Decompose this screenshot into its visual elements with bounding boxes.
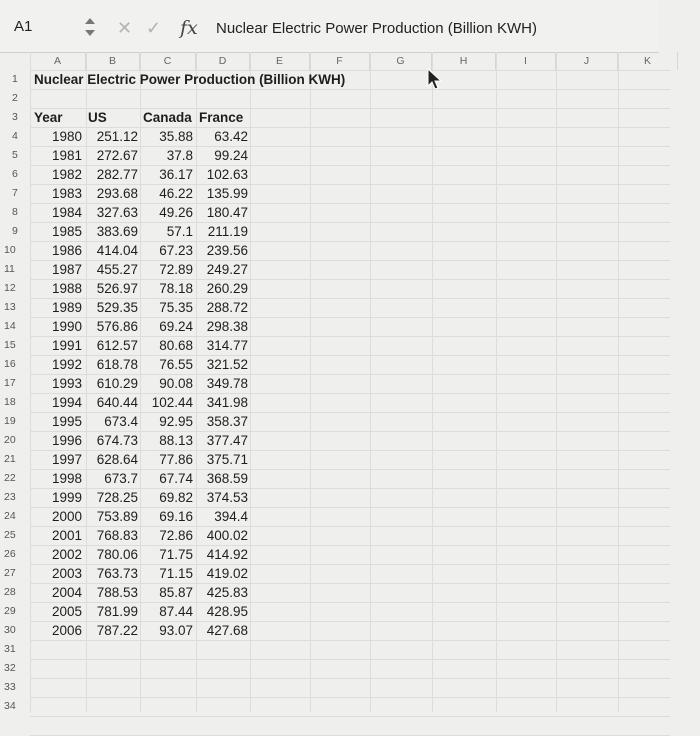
data-cell[interactable]: 341.98: [206, 395, 248, 410]
row-header-18[interactable]: 18: [4, 396, 16, 408]
title-cell[interactable]: Nuclear Electric Power Production (Billion KWH): [34, 72, 346, 87]
data-cell[interactable]: 1980: [51, 129, 82, 144]
data-cell[interactable]: 49.26: [159, 205, 193, 220]
data-cell[interactable]: 93.07: [159, 623, 193, 638]
row-header-6[interactable]: 6: [12, 168, 18, 180]
data-cell[interactable]: 781.99: [96, 604, 138, 619]
row-header-30[interactable]: 30: [4, 624, 16, 636]
data-cell[interactable]: 314.77: [206, 338, 248, 353]
data-cell[interactable]: 72.86: [159, 528, 193, 543]
data-cell[interactable]: 69.24: [159, 319, 193, 334]
row-header-25[interactable]: 25: [4, 529, 16, 541]
data-cell[interactable]: 628.64: [96, 452, 138, 467]
data-cell[interactable]: 36.17: [159, 167, 193, 182]
data-cell[interactable]: 349.78: [206, 376, 248, 391]
data-cell[interactable]: 37.8: [166, 148, 193, 163]
row-gridline: [30, 89, 670, 90]
data-cell[interactable]: 321.52: [206, 357, 248, 372]
column-header-d[interactable]: D: [196, 52, 250, 70]
data-cell[interactable]: 1987: [51, 262, 82, 277]
row-header-1[interactable]: 1: [12, 73, 18, 85]
column-gridline: [556, 52, 557, 712]
data-cell[interactable]: 249.27: [206, 262, 248, 277]
data-cell[interactable]: 2001: [51, 528, 82, 543]
data-cell[interactable]: 673.4: [104, 414, 138, 429]
row-header-16[interactable]: 16: [4, 358, 16, 370]
cancel-x-icon[interactable]: ✕: [117, 18, 133, 38]
data-cell[interactable]: 526.97: [96, 281, 138, 296]
data-cell[interactable]: 1994: [51, 395, 82, 410]
row-header-32[interactable]: 32: [4, 662, 16, 674]
data-cell[interactable]: 75.35: [159, 300, 193, 315]
row-gridline: [30, 640, 670, 641]
data-cell[interactable]: 674.73: [96, 433, 138, 448]
data-cell[interactable]: 180.47: [206, 205, 248, 220]
row-gridline: [30, 697, 670, 698]
data-cell[interactable]: 1982: [51, 167, 82, 182]
data-cell[interactable]: 394.4: [214, 509, 248, 524]
data-cell[interactable]: 67.23: [159, 243, 193, 258]
data-cell[interactable]: 2006: [51, 623, 82, 638]
header-cell-canada[interactable]: Canada: [143, 110, 192, 125]
data-cell[interactable]: 427.68: [206, 623, 248, 638]
row-header-2[interactable]: 2: [12, 92, 18, 104]
row-header-21[interactable]: 21: [4, 453, 16, 465]
header-cell-year[interactable]: Year: [34, 110, 63, 125]
row-header-8[interactable]: 8: [12, 206, 18, 218]
data-cell[interactable]: 63.42: [214, 129, 248, 144]
data-cell[interactable]: 787.22: [96, 623, 138, 638]
column-header-a[interactable]: A: [30, 52, 86, 70]
row-header-9[interactable]: 9: [12, 225, 18, 237]
data-cell[interactable]: 1985: [51, 224, 82, 239]
data-cell[interactable]: 251.12: [96, 129, 138, 144]
data-cell[interactable]: 428.95: [206, 604, 248, 619]
data-cell[interactable]: 288.72: [206, 300, 248, 315]
data-cell[interactable]: 2003: [51, 566, 82, 581]
row-header-3[interactable]: 3: [12, 111, 18, 123]
data-cell[interactable]: 375.71: [206, 452, 248, 467]
data-cell[interactable]: 260.29: [206, 281, 248, 296]
column-gridline: [370, 52, 371, 712]
row-header-33[interactable]: 33: [4, 681, 16, 693]
data-cell[interactable]: 77.86: [159, 452, 193, 467]
data-cell[interactable]: 2002: [51, 547, 82, 562]
data-cell[interactable]: 80.68: [159, 338, 193, 353]
data-cell[interactable]: 76.55: [159, 357, 193, 372]
data-cell[interactable]: 102.63: [206, 167, 248, 182]
data-cell[interactable]: 788.53: [96, 585, 138, 600]
data-cell[interactable]: 1988: [51, 281, 82, 296]
data-cell[interactable]: 612.57: [96, 338, 138, 353]
data-cell[interactable]: 87.44: [159, 604, 193, 619]
data-cell[interactable]: 67.74: [159, 471, 193, 486]
spreadsheet-grid[interactable]: [0, 52, 659, 712]
row-header-17[interactable]: 17: [4, 377, 16, 389]
data-cell[interactable]: 673.7: [104, 471, 138, 486]
column-header-g[interactable]: G: [370, 52, 432, 70]
data-cell[interactable]: 327.63: [96, 205, 138, 220]
column-header-b[interactable]: B: [86, 52, 140, 70]
data-cell[interactable]: 1990: [51, 319, 82, 334]
data-cell[interactable]: 377.47: [206, 433, 248, 448]
header-cell-us[interactable]: US: [88, 110, 107, 125]
data-cell[interactable]: 400.02: [206, 528, 248, 543]
data-cell[interactable]: 71.15: [159, 566, 193, 581]
data-cell[interactable]: 85.87: [159, 585, 193, 600]
formula-input[interactable]: Nuclear Electric Power Production (Billion KWH): [216, 20, 537, 37]
row-header-24[interactable]: 24: [4, 510, 16, 522]
data-cell[interactable]: 640.44: [96, 395, 138, 410]
row-header-12[interactable]: 12: [4, 282, 16, 294]
data-cell[interactable]: 57.1: [166, 224, 193, 239]
data-cell[interactable]: 425.83: [206, 585, 248, 600]
column-gridline: [250, 52, 251, 712]
data-cell[interactable]: 239.56: [206, 243, 248, 258]
data-cell[interactable]: 298.38: [206, 319, 248, 334]
row-gridline: [30, 108, 670, 109]
column-header-k[interactable]: K: [618, 52, 678, 70]
row-header-15[interactable]: 15: [4, 339, 16, 351]
data-cell[interactable]: 768.83: [96, 528, 138, 543]
data-cell[interactable]: 753.89: [96, 509, 138, 524]
data-cell[interactable]: 102.44: [151, 395, 193, 410]
row-header-14[interactable]: 14: [4, 320, 16, 332]
data-cell[interactable]: 1983: [51, 186, 82, 201]
data-cell[interactable]: 2000: [51, 509, 82, 524]
data-cell[interactable]: 1986: [51, 243, 82, 258]
data-cell[interactable]: 92.95: [159, 414, 193, 429]
data-cell[interactable]: 383.69: [96, 224, 138, 239]
data-cell[interactable]: 2005: [51, 604, 82, 619]
data-cell[interactable]: 1984: [51, 205, 82, 220]
column-header-j[interactable]: J: [556, 52, 618, 70]
data-cell[interactable]: 88.13: [159, 433, 193, 448]
data-cell[interactable]: 2004: [51, 585, 82, 600]
data-cell[interactable]: 455.27: [96, 262, 138, 277]
data-cell[interactable]: 72.89: [159, 262, 193, 277]
data-cell[interactable]: 135.99: [206, 186, 248, 201]
data-cell[interactable]: 1997: [51, 452, 82, 467]
data-cell[interactable]: 1996: [51, 433, 82, 448]
data-cell[interactable]: 1989: [51, 300, 82, 315]
data-cell[interactable]: 35.88: [159, 129, 193, 144]
data-cell[interactable]: 1993: [51, 376, 82, 391]
data-cell[interactable]: 293.68: [96, 186, 138, 201]
data-cell[interactable]: 374.53: [206, 490, 248, 505]
column-gridline: [618, 52, 619, 712]
column-header-c[interactable]: C: [140, 52, 196, 70]
data-cell[interactable]: 69.82: [159, 490, 193, 505]
row-header-11[interactable]: 11: [4, 263, 15, 275]
data-cell[interactable]: 71.75: [159, 547, 193, 562]
fx-icon[interactable]: fx: [180, 17, 198, 39]
header-cell-france[interactable]: France: [199, 110, 244, 125]
data-cell[interactable]: 69.16: [159, 509, 193, 524]
data-cell[interactable]: 1981: [51, 148, 82, 163]
up-down-stepper-icon[interactable]: [84, 17, 96, 39]
row-header-4[interactable]: 4: [12, 130, 18, 142]
row-header-20[interactable]: 20: [4, 434, 16, 446]
data-cell[interactable]: 414.04: [96, 243, 138, 258]
data-cell[interactable]: 618.78: [96, 357, 138, 372]
mouse-pointer-icon: [426, 68, 442, 90]
row-header-7[interactable]: 7: [12, 187, 18, 199]
row-header-34[interactable]: 34: [4, 700, 16, 712]
data-cell[interactable]: 358.37: [206, 414, 248, 429]
data-cell[interactable]: 419.02: [206, 566, 248, 581]
data-cell[interactable]: 1991: [51, 338, 82, 353]
data-cell[interactable]: 99.24: [214, 148, 248, 163]
column-header-e[interactable]: E: [250, 52, 310, 70]
column-gridline: [432, 52, 433, 712]
row-gridline: [30, 659, 670, 660]
data-cell[interactable]: 78.18: [159, 281, 193, 296]
row-header-23[interactable]: 23: [4, 491, 16, 503]
data-cell[interactable]: 1999: [51, 490, 82, 505]
data-cell[interactable]: 90.08: [159, 376, 193, 391]
row-header-27[interactable]: 27: [4, 567, 16, 579]
row-gridline: [30, 678, 670, 679]
confirm-checkmark-icon[interactable]: ✓: [146, 18, 162, 38]
data-cell[interactable]: 576.86: [96, 319, 138, 334]
data-cell[interactable]: 1995: [51, 414, 82, 429]
data-cell[interactable]: 414.92: [206, 547, 248, 562]
data-cell[interactable]: 1992: [51, 357, 82, 372]
row-header-22[interactable]: 22: [4, 472, 16, 484]
column-headers: [0, 52, 700, 70]
column-header-f[interactable]: F: [310, 52, 370, 70]
data-cell[interactable]: 368.59: [206, 471, 248, 486]
column-gridline: [496, 52, 497, 712]
row-header-28[interactable]: 28: [4, 586, 16, 598]
row-header-10[interactable]: 10: [4, 244, 16, 256]
data-cell[interactable]: 780.06: [96, 547, 138, 562]
row-gridline: [30, 716, 670, 717]
column-header-i[interactable]: I: [496, 52, 556, 70]
data-cell[interactable]: 282.77: [96, 167, 138, 182]
formula-bar: [0, 0, 659, 53]
row-header-5[interactable]: 5: [12, 149, 18, 161]
name-box[interactable]: A1: [14, 18, 33, 35]
data-cell[interactable]: 610.29: [96, 376, 138, 391]
row-header-31[interactable]: 31: [4, 643, 16, 655]
row-header-13[interactable]: 13: [4, 301, 16, 313]
data-cell[interactable]: 1998: [51, 471, 82, 486]
data-cell[interactable]: 728.25: [96, 490, 138, 505]
row-header-29[interactable]: 29: [4, 605, 16, 617]
data-cell[interactable]: 272.67: [96, 148, 138, 163]
row-header-19[interactable]: 19: [4, 415, 16, 427]
data-cell[interactable]: 46.22: [159, 186, 193, 201]
data-cell[interactable]: 763.73: [96, 566, 138, 581]
data-cell[interactable]: 529.35: [96, 300, 138, 315]
column-gridline: [310, 52, 311, 712]
row-header-26[interactable]: 26: [4, 548, 16, 560]
data-cell[interactable]: 211.19: [207, 224, 248, 239]
column-header-h[interactable]: H: [432, 52, 496, 70]
